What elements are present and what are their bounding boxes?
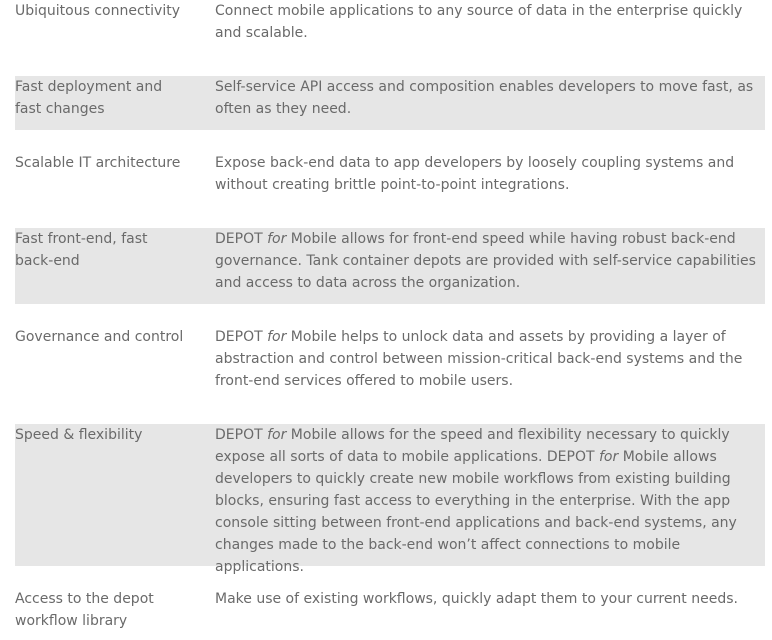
feature-row [15, 152, 765, 206]
emphasis-text: for [267, 329, 287, 345]
feature-description [190, 588, 765, 640]
feature-description [190, 152, 765, 206]
description-text: Connect mobile applications to any source of data in the enterprise quickly and scalable. [215, 3, 743, 41]
description-text: Make use of existing workflows, quickly adapt them to your current needs. [215, 591, 738, 607]
feature-row [15, 326, 765, 402]
feature-description [190, 228, 765, 304]
feature-description [190, 424, 765, 575]
description-text: Expose back-end data to app developers by loosely coupling systems and without creating brittle point-to-point integrations. [215, 155, 735, 193]
emphasis-text: for [267, 231, 287, 247]
description-text: Mobile helps to unlock data and assets by providing a layer of abstraction and control between mission-critical back-end systems and the front-end services offered to mobile users. [215, 329, 743, 389]
feature-description [190, 76, 765, 130]
feature-label: Scalable IT architecture [15, 155, 181, 171]
feature-row [15, 588, 765, 640]
feature-row [15, 228, 765, 304]
feature-label: Ubiquitous connectivity [15, 3, 180, 19]
description-text: Self-service API access and composition enables developers to move fast, as often as they need. [215, 79, 754, 117]
description-text: Mobile allows for front-end speed while having robust back-end governance. Tank container depots are provided with self-service capabilities and access to data across the organization. [215, 231, 756, 291]
feature-description [190, 326, 765, 402]
feature-label: Governance and control [15, 329, 184, 345]
feature-label: Speed & flexibility [15, 427, 143, 443]
description-text: DEPOT [215, 231, 268, 247]
emphasis-text: for [599, 449, 619, 465]
description-text: DEPOT [215, 427, 268, 443]
emphasis-text: for [267, 427, 287, 443]
feature-label: Access to the depot workflow library [15, 591, 154, 629]
feature-label: Fast deployment and fast changes [15, 79, 163, 117]
feature-label: Fast front-end, fast back-end [15, 231, 148, 269]
feature-row [15, 76, 765, 130]
feature-row [15, 424, 765, 575]
feature-row [15, 0, 765, 54]
description-text: DEPOT [215, 329, 268, 345]
description-text: Mobile allows developers to quickly create new mobile workflows from existing building blocks, ensuring fast access to everything in the enterprise. With the app console sitting between front-end applications and back-end systems, any changes made to the back-end won’t affect connections to mobile applications. [215, 449, 737, 575]
description-text: Mobile allows for the speed and flexibility necessary to quickly expose all sorts of data to mobile applications. DEPOT [215, 427, 730, 465]
feature-description [190, 0, 765, 54]
